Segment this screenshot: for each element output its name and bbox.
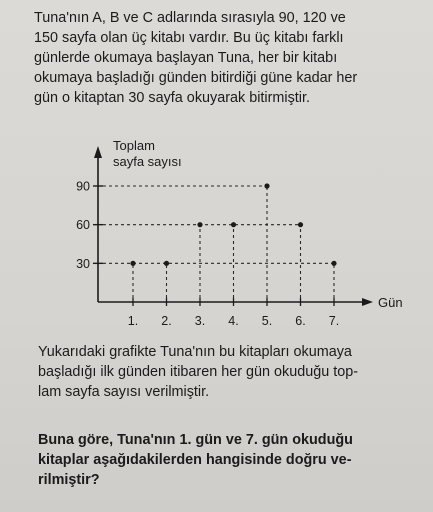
x-tick-label: 2. bbox=[161, 314, 172, 328]
description-line: Yukarıdaki grafikte Tuna'nın bu kitapları okumaya bbox=[38, 344, 352, 360]
x-tick-label: 5. bbox=[261, 314, 273, 328]
y-axis-arrow bbox=[94, 146, 102, 158]
data-point bbox=[298, 222, 303, 227]
y-tick-label: 60 bbox=[76, 218, 90, 233]
x-axis-arrow bbox=[362, 298, 373, 306]
data-point bbox=[130, 261, 135, 266]
x-tick-label: 3. bbox=[194, 314, 206, 328]
x-tick-label: 7. bbox=[328, 314, 340, 328]
y-tick-label: 30 bbox=[76, 256, 90, 271]
intro-line: 150 sayfa olan üç kitabı vardır. Bu üç kitabı farklı bbox=[34, 30, 344, 46]
x-axis-label: Gün bbox=[378, 295, 403, 310]
intro-line: Tuna'nın A, B ve C adlarında sırasıyla 90, 120 ve bbox=[34, 10, 346, 26]
x-tick-label: 6. bbox=[295, 314, 306, 328]
data-point bbox=[197, 222, 202, 227]
chart-description bbox=[38, 342, 430, 402]
data-point bbox=[331, 261, 336, 266]
intro-line: günlerde okumaya başlayan Tuna, her bir kitabı bbox=[34, 50, 338, 66]
question-line: rilmiştir? bbox=[38, 472, 100, 488]
y-axis-label: Toplam bbox=[113, 138, 155, 153]
description-line: başladığı ilk günden itibaren her gün okuduğu top- bbox=[38, 364, 359, 380]
data-point bbox=[264, 183, 269, 188]
data-point bbox=[164, 261, 169, 266]
question-text bbox=[38, 430, 430, 490]
y-tick-label: 90 bbox=[76, 179, 90, 194]
data-point bbox=[231, 222, 236, 227]
question-line: kitaplar aşağıdakilerden hangisinde doğru ve- bbox=[38, 452, 352, 468]
intro-line: gün o kitaptan 30 sayfa okuyarak bitirmiştir. bbox=[34, 90, 310, 106]
question-line: Buna göre, Tuna'nın 1. gün ve 7. gün okuduğu bbox=[38, 432, 353, 448]
x-tick-label: 1. bbox=[127, 314, 139, 328]
x-tick-label: 4. bbox=[228, 314, 239, 328]
y-axis-label: sayfa sayısı bbox=[113, 154, 182, 169]
intro-line: okumaya başladığı günden bitirdiği güne kadar her bbox=[34, 70, 358, 86]
description-line: lam sayfa sayısı verilmiştir. bbox=[38, 384, 210, 400]
